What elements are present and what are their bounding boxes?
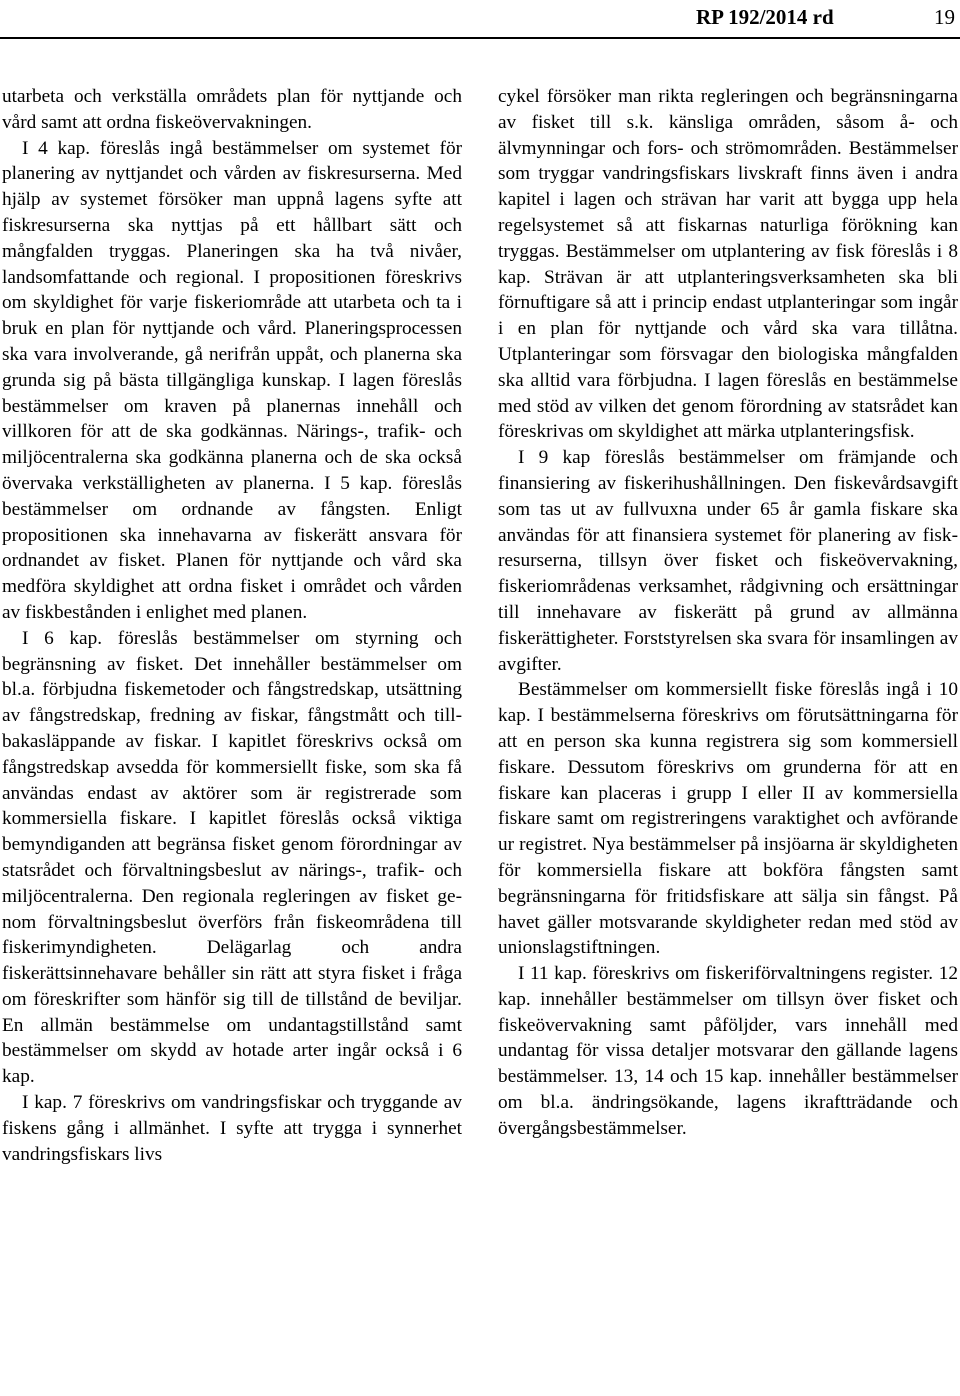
page-number: 19 — [934, 5, 955, 29]
paragraph: I 9 kap föreslås bestämmelser om främjande och finansiering av fiskerihushållningen. Den fiskevårdsavgift som tas ut av fullvuxna under 65 år gamla fiskare ska användas för att finansiera systemet för planering av fiskresurserna, tillsyn över fisket och fiskeövervakning, fiskeriområdenas verksamhet, rådgivning och ersättningar till innehavare av fiskerätt på grund av allmänna fiskerättigheter. Forststyrelsen ska svara för insamlingen av avgifter. — [498, 447, 958, 675]
paragraph: I kap. 7 föreskrivs om vandringsfiskar och tryggande av fiskens gång i allmänhet. I syfte att trygga i synnerhet vandringsfiskars livs — [2, 1092, 462, 1165]
paragraph: I 11 kap. föreskrivs om fiskeriförvaltningens register. 12 kap. innehåller bestämmelser om tillsyn över fisket och fiskeövervakning samt påföljder, vars innehåll med undantag för vissa detaljer motsvarar den gällande lagens bestämmelser. 13, 14 och 15 kap. innehåller bestämmelser om bl.a. ändringsökande, lagens ikraftträdande och övergångsbestämmelser. — [498, 963, 958, 1139]
paragraph: utarbeta och verkställa områdets plan för nyttjande och vård samt att ordna fiskeövervakningen. — [2, 86, 462, 133]
paragraph: cykel försöker man rikta regleringen och begränsningarna av fisket till s.k. känsliga områden, såsom å- och älvmynningar och fors- och strömområden. Bestämmelser som tryggar vandringsfiskars livskraft finns även i andra kapitel i lagen och strävan har varit att bygga upp hela regelsystemet så att fiskarnas naturliga förökning kan tryggas. Bestämmelser om utplantering av fisk föreslås i 8 kap. Strävan är att utplanteringsverksamheten ska bli förnuftigare så att i princip endast utplanteringar som ingår i en plan för nyttjande och vård ska vara tillåtna. Utplanteringar som försvagar den biologiska mångfalden ska alltid vara förbjudna. I lagen föreslås en bestämmelse med stöd av vilken det genom förordning av statsrådet kan föreskrivas om skyldighet att märka utplanteringsfisk. — [498, 86, 958, 443]
right-column — [498, 84, 958, 1142]
left-column — [2, 84, 462, 1167]
document-id: RP 192/2014 rd — [696, 5, 834, 29]
paragraph: I 6 kap. föreslås bestämmelser om styrning och begränsning av fisket. Det innehåller bestämmelser om bl.a. förbjudna fiskemetoder och fångstredskap, utsättning av fångstredskap, fredning av fiskar, fångstmått och tillbakasläppande av fiskar. I kapitlet föreskrivs också om fångstredskap avsedda för kommersiellt fiske, som ska få användas endast av aktörer som är registrerade som kommersiella fiskare. I kapitlet föreslås också viktiga bemyndiganden att begränsa fisket genom förordningar av statsrådet och förvaltningsbeslut av närings-, trafik- och miljöcentralerna. Den regionala regleringen av fisket genom förvaltningsbeslut överförs från fiskeområdena till fiskerimyndigheten. Delägarlag och andra fiskerättsinnehavare behåller sin rätt att styra fisket i fråga om föreskrifter som hänför sig till de tillstånd de beviljar. En allmän bestämmelse om undantagstillstånd samt bestämmelser om skydd av hotade arter ingår också i 6 kap. — [2, 627, 462, 1088]
paragraph: Bestämmelser om kommersiellt fiske föreslås ingå i 10 kap. I bestämmelserna föreskrivs om förutsättningarna för att en person ska kunna registrera sig som kommersiell fiskare. Dessutom föreskrivs om grunderna för att en fiskare kan placeras i grupp I eller II av kommersiella fiskare samt om registreringens varaktighet och avförande ur registret. Nya bestämmelser på insjöarna är skyldigheten för kommersiella fiskare att bokföra fångsten samt begränsningarna för fritidsfiskare att sälja sin fångst. På havet gäller motsvarande skyldigheter redan med stöd av unionslagstiftningen. — [498, 679, 958, 959]
header-rule — [0, 37, 960, 39]
page-header — [0, 0, 960, 40]
paragraph: I 4 kap. föreslås ingå bestämmelser om systemet för planering av nyttjandet och vården av fiskresurserna. Med hjälp av systemet försöker man uppnå lagens syfte att fiskresurserna ska nyttjas på ett hållbart sätt och mångfalden tryggas. Planeringen ska ha två nivåer, landsomfattande och regional. I propositionen föreskrivs om skyldighet för varje fiskeriområde att utarbeta och ta i bruk en plan för nyttjande och vård. Planeringsprocessen ska vara involverande, gå nerifrån uppåt, och planerna ska grunda sig på bästa tillgängliga kunskap. I lagen föreslås bestämmelser om kraven på planernas innehåll och villkoren för att de ska godkännas. Närings-, trafik- och miljöcentralerna ska godkänna planerna och de ska också övervaka verkställigheten av planerna. I 5 kap. föreslås bestämmelser om ordnande av fångsten. Enligt propositionen ska innehavarna av fiskerätt ansvara för ordnandet av fisket. Planen för nyttjande och vård ska medföra skyldighet att ordna fisket i området och vården av fiskbestånden i enlighet med planen. — [2, 137, 462, 623]
